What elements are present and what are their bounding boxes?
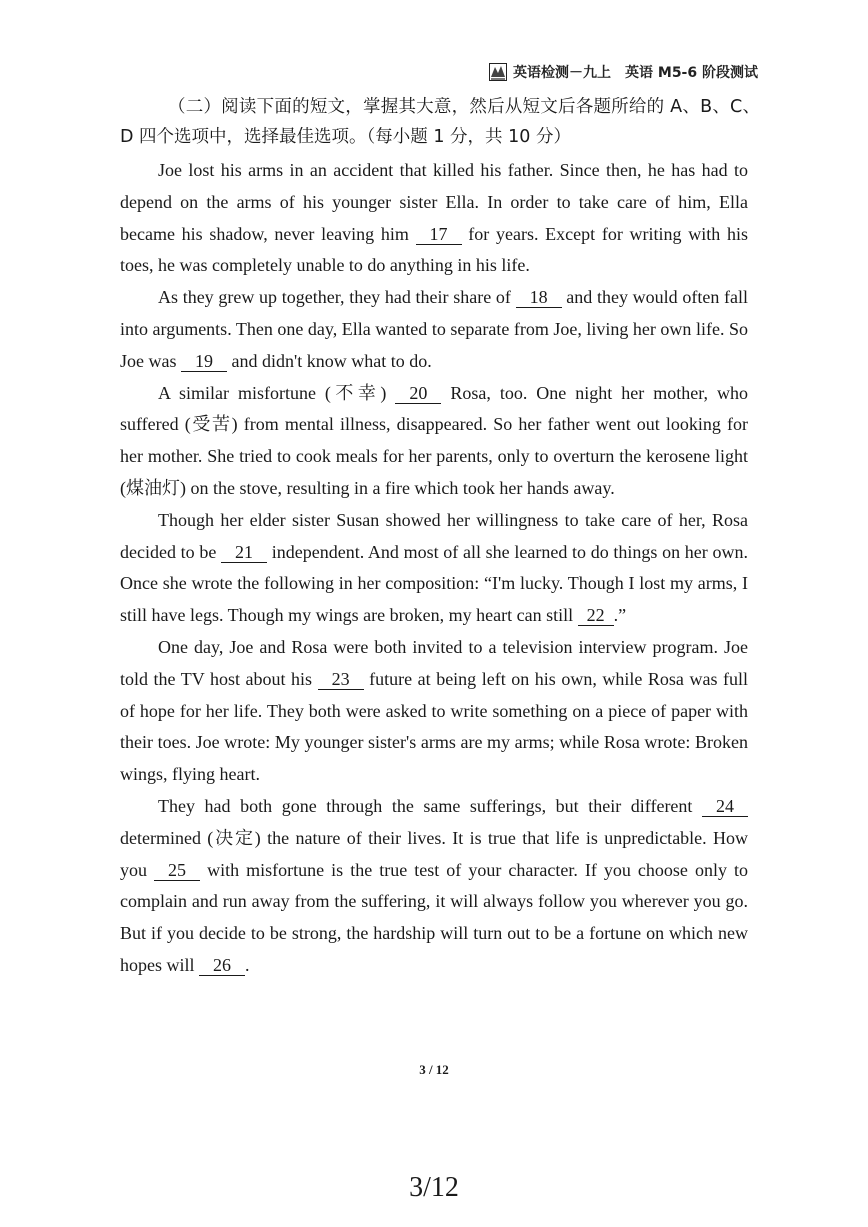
reading-passage [120,155,748,982]
passage-text: .” [613,605,627,626]
page-number-large: 3/12 [409,1172,459,1203]
passage-text: and didn't know what to do. [227,350,432,371]
header-title: 英语检测－九上 英语 M5-6 阶段测试 [513,65,758,81]
school-logo-icon [489,63,507,81]
passage-text: They had both gone through the same sufferings, but their different [158,795,702,816]
blank-18: 18 [516,287,562,308]
blank-26: 26 [199,955,245,976]
passage-text: determined (决定) the nature of their lives. It is true that life is unpredictable. How you [120,827,748,880]
passage-text: One day, Joe and Rosa were both invited to a television interview program. Joe told the TV host about his [120,636,748,689]
blank-20: 20 [395,383,441,404]
passage-text: . [245,954,250,975]
passage-text: independent. And most of all she learned to do things on her own. Once she wrote the following in her composition: “I'm lucky. Though I lost my arms, I still have legs. Though my wings are broken, my heart can still [120,541,748,626]
passage-paragraph-1 [120,155,748,282]
blank-24: 24 [702,796,748,817]
blank-19: 19 [181,351,227,372]
page-header [489,62,758,82]
passage-paragraph-4 [120,505,748,632]
passage-paragraph-2 [120,282,748,377]
page-number-small: 3 / 12 [419,1062,449,1077]
passage-paragraph-6 [120,791,748,982]
passage-text: Joe lost his arms in an accident that killed his father. Since then, he has had to depend on the arms of his younger sister Ella. In order to take care of him, Ella became his shadow, never leaving him [120,160,748,244]
blank-22: 22 [578,605,614,626]
passage-paragraph-5 [120,632,748,791]
passage-text: As they grew up together, they had their share of [158,287,516,308]
blank-25: 25 [154,860,200,881]
blank-21: 21 [221,542,267,563]
passage-text: future at being left on his own, while Rosa was full of hope for her life. They both were asked to write something on a piece of paper with their toes. Joe wrote: My younger sister's arms are my arms; while Rosa wrote: Broken wings, flying heart. [120,668,748,785]
passage-text: Though her elder sister Susan showed her willingness to take care of her, Rosa decided to be [120,509,748,562]
passage-paragraph-3 [120,378,748,505]
passage-text: and they would often fall into arguments. Then one day, Ella wanted to separate from Joe, living her own life. So Joe was [120,287,749,371]
blank-17: 17 [416,224,462,245]
section-instruction: （二）阅读下面的短文，掌握其大意，然后从短文后各题所给的 A、B、C、D 四个选项中，选择最佳选项。（每小题 1 分，共 10 分） [120,97,760,147]
passage-text: A similar misfortune (不幸) [158,382,396,403]
blank-23: 23 [318,669,364,690]
passage-text: Rosa, too. One night her mother, who suffered (受苦) from mental illness, disappeared. So her father went out looking for her mother. She tried to cook meals for her parents, only to overturn the kerosene light (煤油灯) on the stove, resulting in a fire which took her hands away. [120,382,748,498]
passage-text: for years. Except for writing with his toes, he was completely unable to do anything in his life. [120,223,748,276]
passage-text: with misfortune is the true test of your character. If you choose only to complain and run away from the suffering, it will always follow you wherever you go. But if you decide to be strong, the hardship will turn out to be a fortune on which new hopes will [120,859,748,975]
